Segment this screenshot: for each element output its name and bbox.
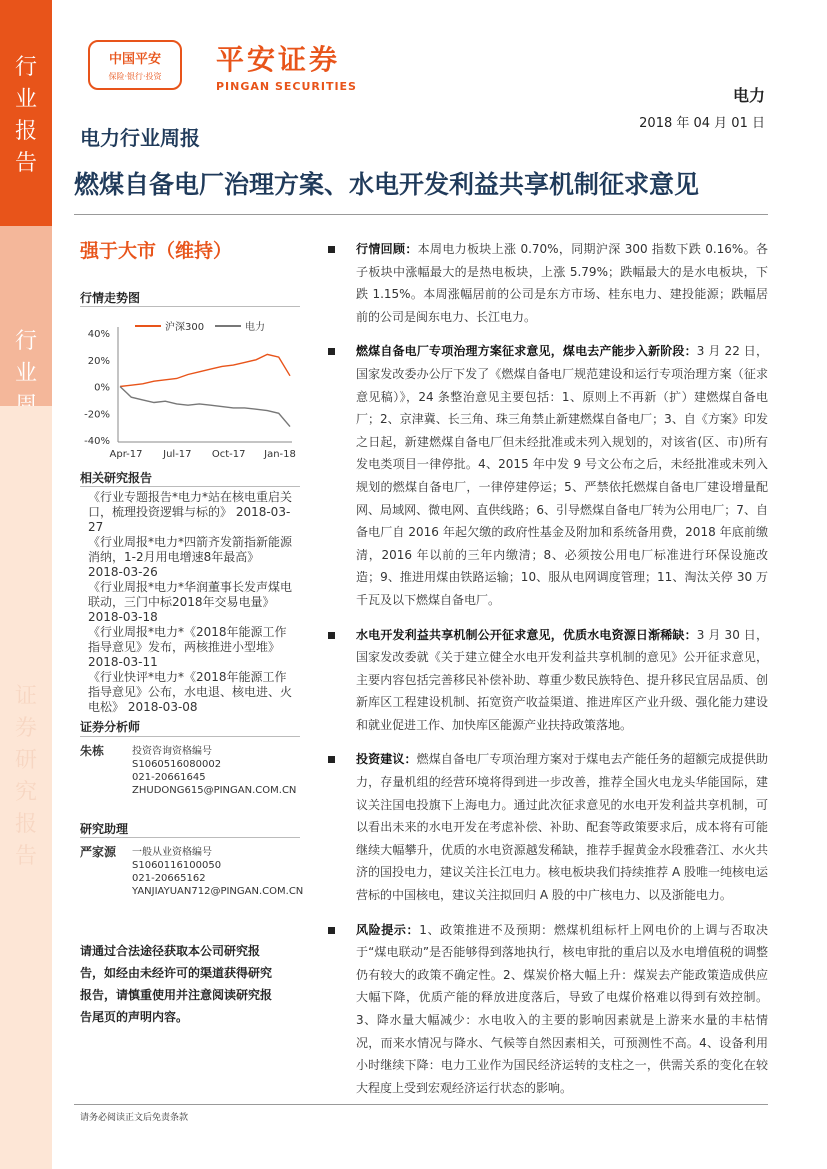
x-tick-label: Jul-17 xyxy=(163,449,192,460)
assistant-phone: 021-20665162 xyxy=(132,873,206,884)
header-divider xyxy=(74,214,768,215)
industry-label: 电力 xyxy=(732,86,765,105)
y-tick-label: -20% xyxy=(84,409,110,421)
bullet-market-review xyxy=(328,238,768,328)
bullet-square-icon xyxy=(328,348,335,355)
securities-logo-en: PINGAN SECURITIES xyxy=(216,80,357,93)
y-tick-label: 0% xyxy=(94,382,110,394)
related-divider xyxy=(80,486,300,487)
bullet-head: 水电开发利益共享机制公开征求意见，优质水电资源日渐稀缺： xyxy=(356,627,697,642)
analyst-cert-no: S1060516080002 xyxy=(132,759,222,770)
sidebar-block-research xyxy=(0,631,52,1169)
rating: 强于大市（维持） xyxy=(80,240,233,262)
sidebar-text-report: 行业报告 xyxy=(14,55,37,176)
bullet-list xyxy=(328,238,768,1111)
bullet-square-icon xyxy=(328,246,335,253)
analyst-label: 证券分析师 xyxy=(80,720,141,734)
pingan-logo-text: 中国平安 xyxy=(108,52,161,67)
related-label: 相关研究报告 xyxy=(80,471,153,485)
securities-logo-cn: 平安证券 xyxy=(216,43,341,76)
analyst-email[interactable]: ZHUDONG615@PINGAN.COM.CN xyxy=(132,785,297,796)
assistant-label: 研究助理 xyxy=(80,822,129,836)
analyst-phone: 021-20661645 xyxy=(132,772,206,783)
sidebar-block-report xyxy=(0,0,52,226)
sidebar-text-research: 证券研究报告 xyxy=(14,684,37,869)
sidebar-text-weekly: 行业 xyxy=(14,329,37,386)
bullet-text: 本周电力板块上涨 0.70%，同期沪深 300 指数下跌 0.16%。各子板块中涨幅最大的是热电板块，上涨 5.79%；跌幅最大的是水电板块，下跌 1.15%。本周涨幅居前的公司是东方市场、桂东电力、建投能源；跌幅居前的公司是闽东电力、长江电力。 xyxy=(356,242,768,324)
footer-disclaimer[interactable]: 请务必阅读正文后免责条款 xyxy=(80,1113,189,1123)
analyst-info xyxy=(132,745,312,797)
related-report[interactable]: 《行业周报*电力*《2018年能源工作指导意见》发布，两核推进小型堆》 2018-03-11 xyxy=(88,625,287,669)
legend-label: 电力 xyxy=(245,322,265,333)
analyst-cert-label: 投资咨询资格编号 xyxy=(132,746,212,757)
bullet-hydro xyxy=(328,624,768,737)
assistant-info xyxy=(132,846,312,898)
related-report[interactable]: 《行业快评*电力*《2018年能源工作指导意见》公布，水电退、核电进、火电松》 2018-03-08 xyxy=(88,670,293,714)
analyst-divider xyxy=(80,736,300,737)
securities-logo xyxy=(216,38,357,93)
bullet-square-icon xyxy=(328,927,335,934)
x-tick-label: Apr-17 xyxy=(109,449,143,460)
assistant-email[interactable]: YANJIAYUAN712@PINGAN.COM.CN xyxy=(132,886,304,897)
trend-chart-svg xyxy=(80,315,302,465)
related-reports-list xyxy=(88,490,293,715)
report-type: 电力行业周报 xyxy=(80,126,200,150)
bullet-text: 3 月 30 日，国家发改委就《关于建立健全水电开发利益共享机制的意见》公开征求意见，主要内容包括完善移民补偿补助、尊重少数民族特色、提升移民宜居品质、创新库区工程建设机制、拓宽资产收益渠道、推进库区产业升级、强化能力建设和就业促进工作、加快库区能源产业扶持政策落地。 xyxy=(356,627,768,732)
related-report[interactable]: 《行业专题报告*电力*站在核电重启关口，梳理投资逻辑与标的》 2018-03-27 xyxy=(88,490,293,534)
related-report[interactable]: 《行业周报*电力*四箭齐发箭指新能源消纳，1-2月用电增速8年最高》 2018-03-26 xyxy=(88,535,293,579)
assistant-name: 严家源 xyxy=(80,845,117,859)
bullet-text: 燃煤自备电厂专项治理方案对于煤电去产能任务的超额完成提供助力，存量机组的经营环境将得到进一步改善，推荐全国火电龙头华能国际，建议关注国电投旗下上海电力。通过此次征求意见的水电开发利益共享机制，可以看出未来的水电开发在考虑补偿、补助、配套等政策要求后，成本将有可能继续大幅攀升，优质的水电资源越发稀缺，推荐手握黄金水段雅砻江、水火共济的国投电力，建议关注长江电力。核电板块我们持续推荐 A 股唯一纯核电运营标的中国核电，建议关注拟回归 A 股的中广核电力、以及浙能电力。 xyxy=(356,752,768,903)
assistant-cert-label: 一般从业资格编号 xyxy=(132,847,212,858)
disclaimer-notice: 请通过合法途径获取本公司研究报告，如经由未经许可的渠道获得研究报告，请慎重使用并注意阅读研究报告尾页的声明内容。 xyxy=(80,944,273,1024)
bullet-text: 1、政策推进不及预期：燃煤机组标杆上网电价的上调与否取决于“煤电联动”是否能够得到落地执行，核电审批的重启以及水电增值税的调整仍有较大的政策不确定性。2、煤炭价格大幅上升：煤炭去产能政策造成供应大幅下降，优质产能的释放进度落后，导致了电煤价格难以得到有效控制。3、降水量大幅减少：水电收入的主要的影响因素就是上游来水量的丰枯情况，而来水情况与降水、气候等自然因素相关，可预测性不高。4、设备利用小时继续下降：电力工业作为国民经济运转的支柱之一，供需关系的变化在较大程度上受到宏观经济运行状态的影响。 xyxy=(356,922,768,1095)
trend-chart xyxy=(80,315,302,465)
y-tick-label: -40% xyxy=(84,436,110,447)
trend-label: 行情走势图 xyxy=(80,291,141,305)
bullet-head: 燃煤自备电厂专项治理方案征求意见，煤电去产能步入新阶段： xyxy=(356,344,697,359)
bullet-risk xyxy=(328,919,768,1100)
bullet-head: 行情回顾： xyxy=(356,242,418,256)
bullet-head: 风险提示： xyxy=(356,922,420,937)
series-line-hs300 xyxy=(120,354,290,386)
y-tick-label: 40% xyxy=(87,329,110,340)
bullet-text: 3 月 22 日，国家发改委办公厅下发了《燃煤自备电厂规范建设和运行专项治理方案（征求意见稿）》，24 条整治意见主要包括：1、原则上不再新（扩）建燃煤自备电厂；2、京津冀、长三角、珠三角禁止新建燃煤自备电厂；3、自《方案》印发之日起，新建燃煤自备电厂但未经批准或未列入规划的，对该省(区、市)所有发电类项目一律停批。4、2015 年中发 9 号文公布之后，未经批准或未列入规划的燃煤自备电厂，一律停建停运；5、严禁依托燃煤自备电厂建设增量配网、局域网、微电网、直供线路；6、引导燃煤自备电厂转为公用电厂；7、自备电厂自 2016 年起欠缴的政府性基金及附加和系统备用费，2018 年底前缴清，2016 年以前的三年内缴清；8、必须按公用电厂标准进行环保设施改造；9、推进用煤由铁路运输；10、服从电网调度管理；11、淘汰关停 30 万千瓦及以下燃煤自备电厂。 xyxy=(356,344,768,607)
sidebar-block-spacer xyxy=(0,406,52,631)
report-title: 燃煤自备电厂治理方案、水电开发利益共享机制征求意见 xyxy=(74,170,700,199)
pingan-logo-sub: 保险·银行·投资 xyxy=(108,72,162,81)
bullet-square-icon xyxy=(328,632,335,639)
y-tick-label: 20% xyxy=(87,355,110,367)
report-date: 2018 年 04 月 01 日 xyxy=(639,116,765,131)
analyst-name: 朱栋 xyxy=(80,744,105,758)
bullet-square-icon xyxy=(328,756,335,763)
sidebar-block-weekly xyxy=(0,226,52,406)
bullet-head: 投资建议： xyxy=(356,752,417,767)
bullet-investment xyxy=(328,748,768,906)
x-tick-label: Jan-18 xyxy=(264,449,296,460)
bullet-coal-plant xyxy=(328,340,768,611)
series-line-power xyxy=(120,387,290,427)
related-report[interactable]: 《行业周报*电力*华润董事长发声煤电联动，三门中标2018年交易电量》 2018-03-18 xyxy=(88,580,293,624)
footer-divider xyxy=(74,1104,768,1105)
assistant-divider xyxy=(80,837,300,838)
pingan-logo xyxy=(88,40,182,90)
assistant-cert-no: S1060116100050 xyxy=(132,860,222,871)
x-tick-label: Oct-17 xyxy=(211,449,246,460)
trend-divider xyxy=(80,306,300,307)
legend-label: 沪深300 xyxy=(165,322,205,333)
